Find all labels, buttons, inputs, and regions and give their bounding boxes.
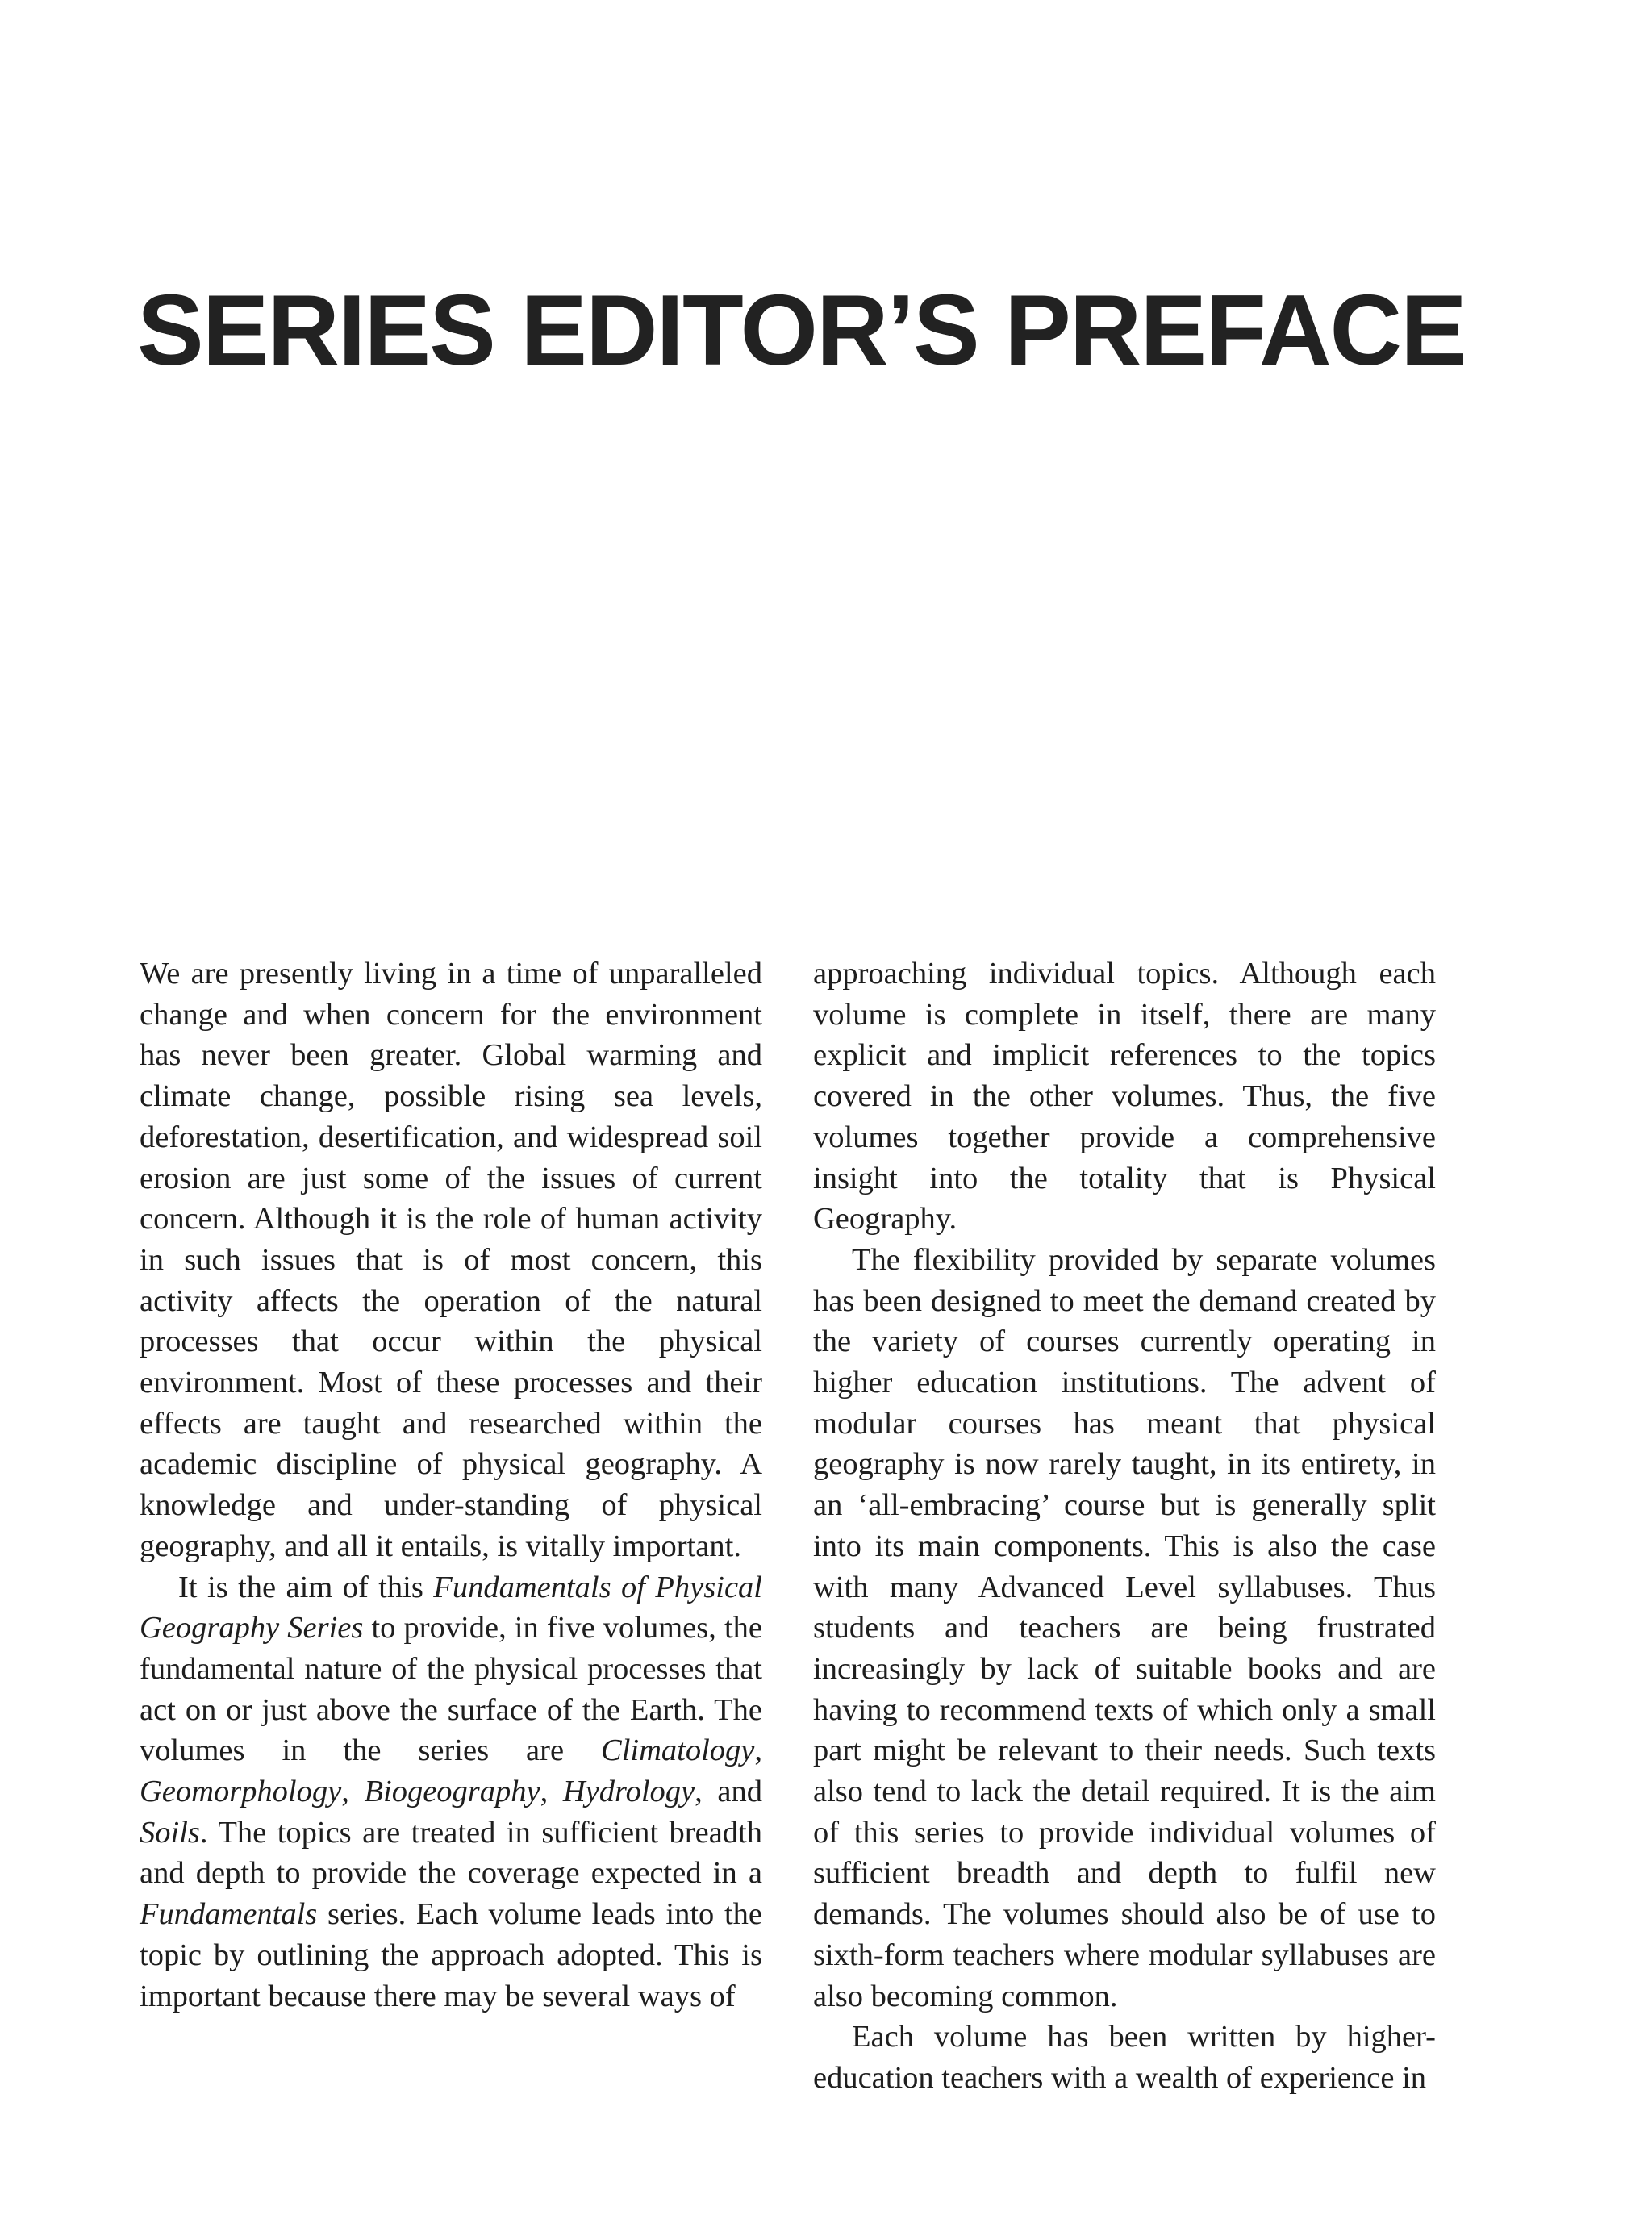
volume-title: Climatology: [601, 1733, 755, 1768]
paragraph: approaching individual topics. Although each volume is complete in itself, there are many explicit and implicit references to the topics covered in the other volumes. Thus, the five volumes together provide a comprehensive insight into the totality that is Physical Geography.: [813, 957, 1436, 1237]
volume-title: Soils: [140, 1815, 200, 1850]
text-run: to provide, in five volumes, the fundamental nature of the physical processes that act on or just above the surface of the Earth. The volumes in the series are: [140, 1611, 762, 1768]
text-run: series. Each volume leads into the topic by outlining the approach adopted. This is important because there may be several ways of: [140, 1897, 762, 2013]
volume-title: Biogeography: [364, 1775, 540, 1809]
text-column-right: [813, 953, 1436, 2099]
paragraph: [140, 1567, 762, 2017]
text-run: , and: [695, 1775, 763, 1809]
text-run: . The topics are treated in sufficient breadth and depth to provide the coverage expected in a: [140, 1815, 762, 1891]
series-name: Fundamentals: [140, 1897, 318, 1932]
series-name: Fundamentals of Physical Geography Series: [140, 1570, 762, 1646]
paragraph: We are presently living in a time of unparalleled change and when concern for the environment has never been greater. Global warming and climate change, possible rising sea levels, deforestation, desertification, and widespread soil erosion are just some of the issues of current concern. Although it is the role of human activity in such issues that is of most concern, this activity affects the operation of the natural processes that occur within the physical environment. Most of these processes and their effects are taught and researched within the academic discipline of physical geography. A knowledge and under-standing of physical geography, and all it entails, is vitally important.: [140, 957, 762, 1563]
text-run: ,: [540, 1775, 563, 1809]
text-column-left: [140, 953, 762, 2017]
text-run: ,: [341, 1775, 365, 1809]
paragraph: Each volume has been written by higher-education teachers with a wealth of experience in: [813, 2020, 1436, 2095]
paragraph: The flexibility provided by separate volumes has been designed to meet the demand created by the variety of courses currently operating in higher education institutions. The advent of modular courses has meant that physical geography is now rarely taught, in its entirety, in an ‘all-embracing’ course but is generally split into its main components. This is also the case with many Advanced Level syllabuses. Thus students and teachers are being frustrated increasingly by lack of suitable books and are having to recommend texts of which only a small part might be relevant to their needs. Such texts also tend to lack the detail required. It is the aim of this series to provide individual volumes of sufficient breadth and depth to fulfil new demands. The volumes should also be of use to sixth-form teachers where modular syllabuses are also becoming common.: [813, 1242, 1436, 2013]
text-run: It is the aim of this: [178, 1570, 434, 1604]
volume-title: Geomorphology: [140, 1775, 342, 1809]
volume-title: Hydrology: [562, 1775, 695, 1809]
text-run: ,: [754, 1733, 762, 1768]
page-title: SERIES EDITOR’S PREFACE: [137, 275, 1466, 386]
